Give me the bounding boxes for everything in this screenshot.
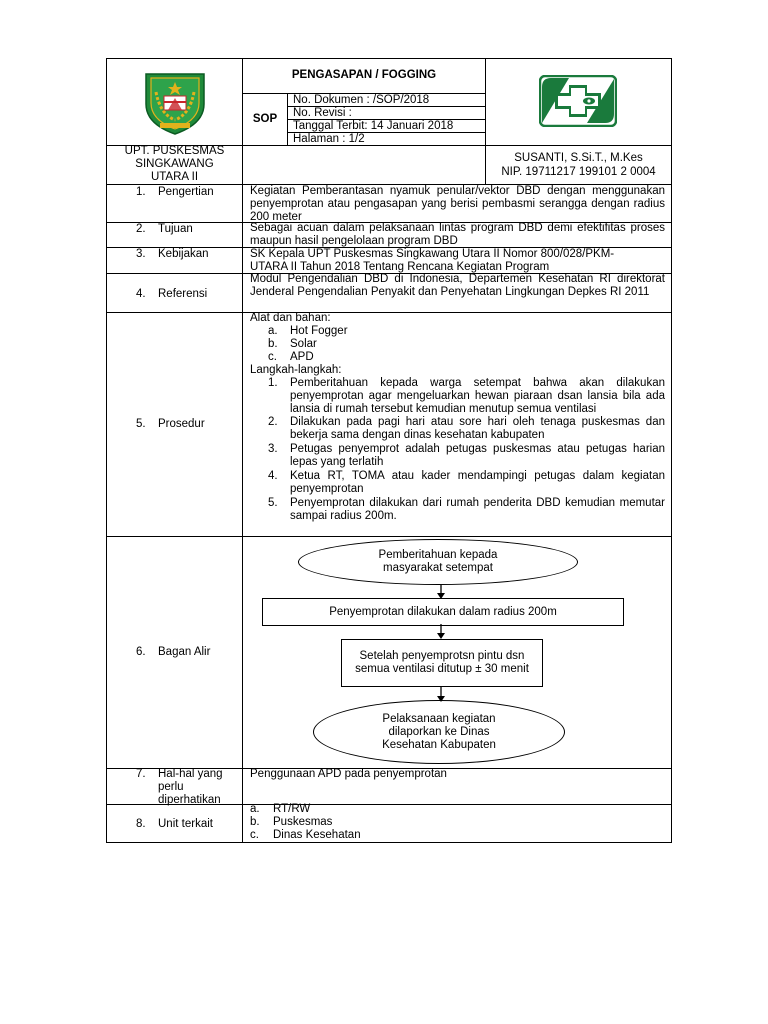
unit-marker-c: c. <box>250 829 259 841</box>
sop-label: SOP <box>252 113 278 125</box>
step-item-3: Petugas penyemprot adalah petugas puskesmas atau petugas harian lepas yang terlatih <box>290 443 665 468</box>
row-number-8: 8. <box>136 818 146 830</box>
unit-item: Dinas Kesehatan <box>273 829 361 841</box>
step-item-1: Pemberitahuan kepada warga setempat bahwa akan dilakukan penyemprotan agar mengeluarkan hewan piaraan dsan lansia bila ada lansia di rumah tersebut kemudian menutup semua ventilasi <box>290 377 665 415</box>
org-name-line-3: UTARA II <box>150 171 199 183</box>
flowchart-start-node: Pemberitahuan kepada masyarakat setempat <box>298 539 578 585</box>
issue-date-field: Tanggal Terbit: 14 Januari 2018 <box>293 120 454 132</box>
row-label-prosedur: Prosedur <box>158 418 205 430</box>
step-item-4: Ketua RT, TOMA atau kader mendampingi petugas dalam kegiatan penyemprotan <box>290 470 665 495</box>
referensi-text: Modul Pengendalian DBD di Indonesia, Departemen Kesehatan RI direktorat Jenderal Pengendalian Penyakit dan Penyehatan Lingkungan Depkes RI 2011 <box>250 273 665 298</box>
row-number-1: 1. <box>136 186 146 198</box>
tujuan-text: Sebagai acuan dalam pelaksanaan lintas program DBD demi efektifitas proses maupun hasil pengelolaan program DBD <box>250 222 665 247</box>
row-number-4: 4. <box>136 288 146 300</box>
row-number-6: 6. <box>136 646 146 658</box>
regional-emblem-icon <box>138 68 212 136</box>
tool-item: Solar <box>290 338 317 350</box>
row-number-7: 7. <box>136 768 146 780</box>
row-label-tujuan: Tujuan <box>158 223 193 235</box>
row-number-2: 2. <box>136 223 146 235</box>
unit-marker-b: b. <box>250 816 260 828</box>
step-marker-5: 5. <box>268 497 278 509</box>
tools-heading: Alat dan bahan: <box>250 312 331 324</box>
kebijakan-text: SK Kepala UPT Puskesmas Singkawang Utara II Nomor 800/028/PKM-UTARA II Tahun 2018 Tentang Rencana Kegiatan Program <box>250 248 615 273</box>
unit-item: Puskesmas <box>273 816 333 828</box>
flowchart-process-node-1: Penyemprotan dilakukan dalam radius 200m <box>262 598 624 626</box>
page-field: Halaman : 1/2 <box>293 133 365 145</box>
doc-number-field: No. Dokumen : /SOP/2018 <box>293 94 430 106</box>
step-item-2: Dilakukan pada pagi hari atau sore hari oleh tenaga puskesmas dan bekerja sama dengan dinas kesehatan kabupaten <box>290 416 665 441</box>
org-name-line-1: UPT. PUSKESMAS <box>124 145 225 157</box>
row-label-hal-hal: Hal-hal yang perlu diperhatikan <box>158 768 223 806</box>
row-label-pengertian: Pengertian <box>158 186 214 198</box>
row-label-referensi: Referensi <box>158 288 208 300</box>
row-number-3: 3. <box>136 248 146 260</box>
flow-arrow-2 <box>436 624 446 639</box>
flowchart-process-node-2: Setelah penyemprotsn pintu dsn semua ventilasi ditutup ± 30 menit <box>341 639 543 687</box>
revision-field: No. Revisi : <box>293 107 352 119</box>
unit-marker-a: a. <box>250 803 260 815</box>
tool-marker-c: c. <box>268 351 277 363</box>
signer-name: SUSANTI, S.Si.T., M.Kes <box>514 152 643 164</box>
pengertian-text: Kegiatan Pemberantasan nyamuk penular/vektor DBD dengan menggunakan penyemprotan atau pengasapan yang berisi pembasmi serangga dengan radius 200 meter <box>250 185 665 223</box>
document-title: PENGASAPAN / FOGGING <box>291 69 437 81</box>
org-name-line-2: SINGKAWANG <box>135 158 214 170</box>
row-number-5: 5. <box>136 418 146 430</box>
flow-arrow-1 <box>436 585 446 599</box>
steps-heading: Langkah-langkah: <box>250 364 342 376</box>
tool-marker-b: b. <box>268 338 278 350</box>
tool-item: APD <box>290 351 314 363</box>
hal-hal-text: Penggunaan APD pada penyemprotan <box>250 768 447 780</box>
step-marker-4: 4. <box>268 470 278 482</box>
row-label-kebijakan: Kebijakan <box>158 248 209 260</box>
step-item-5: Penyemprotan dilakukan dari rumah penderita DBD kemudian memutar sampai radius 200m. <box>290 497 665 522</box>
tool-item: Hot Fogger <box>290 325 348 337</box>
row-label-unit-terkait: Unit terkait <box>158 818 213 830</box>
signer-nip: NIP. 19711217 199101 2 0004 <box>501 166 656 178</box>
row-label-bagan-alir: Bagan Alir <box>158 646 211 658</box>
step-marker-1: 1. <box>268 377 278 389</box>
puskesmas-cross-icon <box>539 75 617 127</box>
flowchart-end-node: Pelaksanaan kegiatan dilaporkan ke Dinas Kesehatan Kabupaten <box>313 700 565 764</box>
tool-marker-a: a. <box>268 325 278 337</box>
unit-item: RT/RW <box>273 803 311 815</box>
step-marker-2: 2. <box>268 416 278 428</box>
step-marker-3: 3. <box>268 443 278 455</box>
